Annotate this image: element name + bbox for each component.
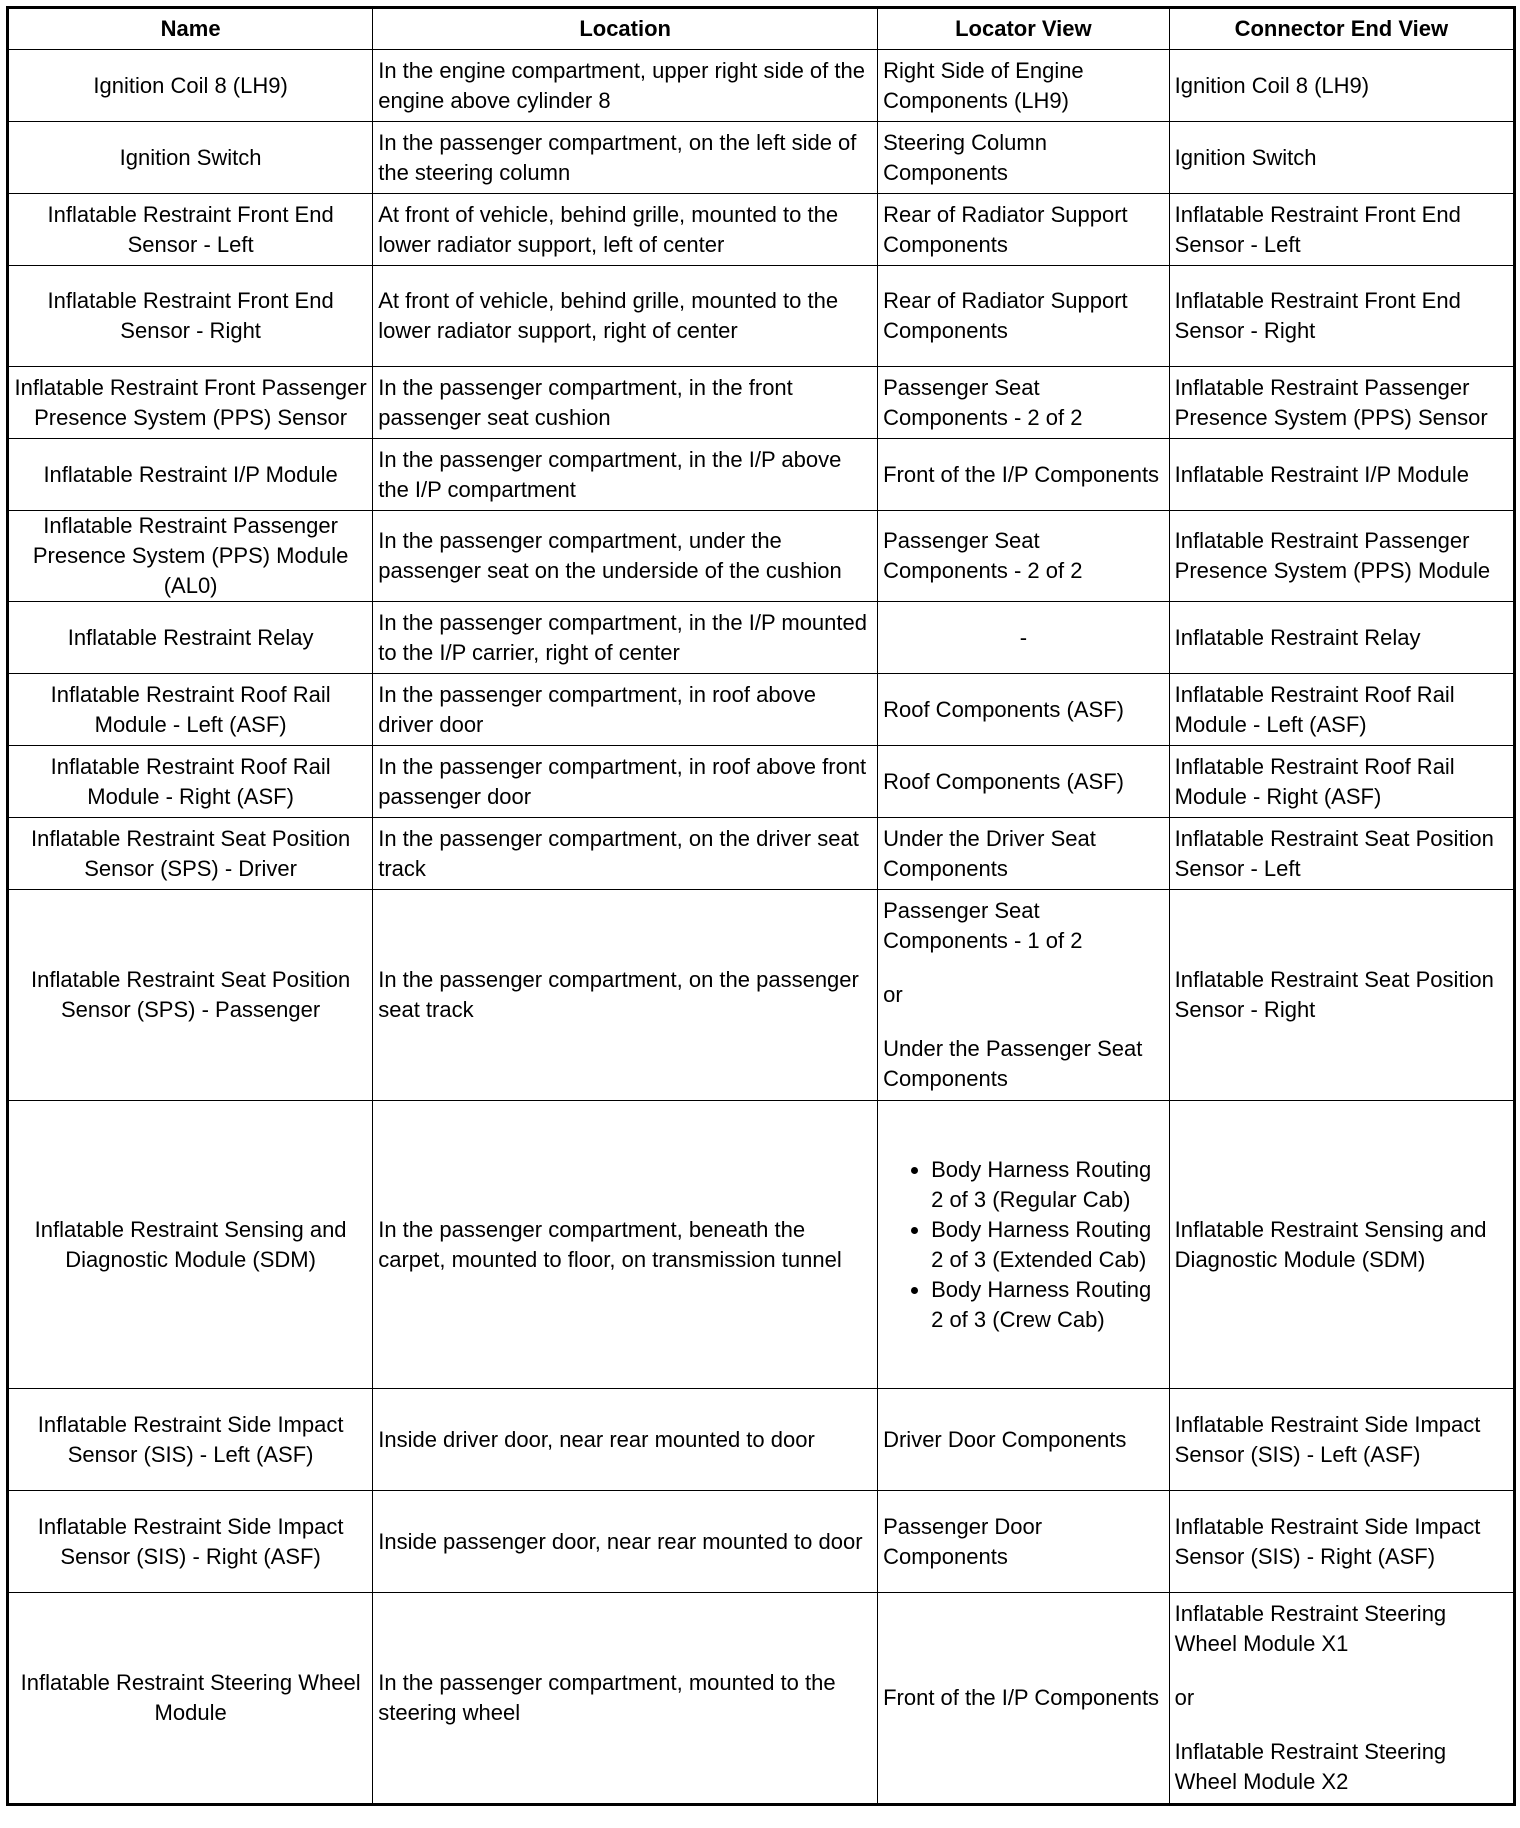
table-row [8, 439, 1515, 511]
connector-cell: Inflatable Restraint Seat Position Sensor - Right [1169, 890, 1514, 1101]
connector-cell: Inflatable Restraint Seat Position Sensor - Left [1169, 818, 1514, 890]
spacer [883, 1010, 1164, 1034]
or-text: or [883, 982, 903, 1007]
name-cell: Inflatable Restraint Seat Position Sensor (SPS) - Driver [8, 818, 373, 890]
name-cell: Inflatable Restraint Roof Rail Module - Right (ASF) [8, 746, 373, 818]
connector-option: Inflatable Restraint Steering Wheel Module X1 [1174, 1601, 1447, 1656]
connector-cell: Ignition Switch [1169, 122, 1514, 194]
table-row [8, 367, 1515, 439]
location-cell: At front of vehicle, behind grille, mounted to the lower radiator support, left of center [373, 194, 878, 266]
name-cell: Inflatable Restraint Front Passenger Presence System (PPS) Sensor [8, 367, 373, 439]
connector-option: Inflatable Restraint Steering Wheel Module X2 [1174, 1739, 1447, 1794]
connector-cell: Inflatable Restraint Passenger Presence System (PPS) Module [1169, 511, 1514, 602]
locator-cell [878, 890, 1170, 1101]
connector-cell: Inflatable Restraint Front End Sensor - Right [1169, 266, 1514, 367]
locator-list [883, 1155, 1164, 1335]
location-cell: In the passenger compartment, in the I/P mounted to the I/P carrier, right of center [373, 602, 878, 674]
table-row [8, 674, 1515, 746]
table-row [8, 818, 1515, 890]
table-row [8, 194, 1515, 266]
name-cell: Inflatable Restraint Seat Position Sensor (SPS) - Passenger [8, 890, 373, 1101]
locator-cell: Passenger Door Components [878, 1491, 1170, 1593]
locator-cell: Passenger Seat Components - 2 of 2 [878, 367, 1170, 439]
table-row [8, 1491, 1515, 1593]
spacer [883, 956, 1164, 980]
location-cell: In the passenger compartment, in the I/P above the I/P compartment [373, 439, 878, 511]
connector-cell: Inflatable Restraint Passenger Presence System (PPS) Sensor [1169, 367, 1514, 439]
name-cell: Inflatable Restraint Front End Sensor - Left [8, 194, 373, 266]
name-cell: Inflatable Restraint Roof Rail Module - Left (ASF) [8, 674, 373, 746]
location-cell: In the passenger compartment, beneath the carpet, mounted to floor, on transmission tunnel [373, 1101, 878, 1389]
connector-cell: Inflatable Restraint I/P Module [1169, 439, 1514, 511]
table-row [8, 1389, 1515, 1491]
table-row [8, 50, 1515, 122]
connector-cell: Inflatable Restraint Roof Rail Module - Left (ASF) [1169, 674, 1514, 746]
header-row [8, 8, 1515, 50]
spacer [1175, 1713, 1508, 1737]
locator-cell: Front of the I/P Components [878, 439, 1170, 511]
table-row [8, 1593, 1515, 1805]
table-row [8, 746, 1515, 818]
connector-cell: Inflatable Restraint Roof Rail Module - Right (ASF) [1169, 746, 1514, 818]
component-locator-table [6, 6, 1516, 1806]
connector-cell: Inflatable Restraint Side Impact Sensor (SIS) - Left (ASF) [1169, 1389, 1514, 1491]
or-text: or [1174, 1685, 1195, 1710]
location-cell: In the engine compartment, upper right side of the engine above cylinder 8 [373, 50, 878, 122]
name-cell: Inflatable Restraint Passenger Presence System (PPS) Module (AL0) [8, 511, 373, 602]
locator-cell: Front of the I/P Components [878, 1593, 1170, 1805]
locator-list-item: • Body Harness Routing 2 of 3 (Extended Cab) [931, 1215, 1164, 1275]
locator-cell: Driver Door Components [878, 1389, 1170, 1491]
connector-cell: Inflatable Restraint Sensing and Diagnostic Module (SDM) [1169, 1101, 1514, 1389]
header-locator-view: Locator View [878, 8, 1170, 50]
locator-cell: Roof Components (ASF) [878, 746, 1170, 818]
location-cell: In the passenger compartment, on the left side of the steering column [373, 122, 878, 194]
name-cell: Inflatable Restraint Sensing and Diagnostic Module (SDM) [8, 1101, 373, 1389]
locator-cell: Passenger Seat Components - 2 of 2 [878, 511, 1170, 602]
locator-cell: Rear of Radiator Support Components [878, 194, 1170, 266]
location-cell: In the passenger compartment, under the passenger seat on the underside of the cushion [373, 511, 878, 602]
header-connector-end-view: Connector End View [1169, 8, 1514, 50]
spacer [1175, 1659, 1508, 1683]
locator-cell: - [878, 602, 1170, 674]
connector-cell: Ignition Coil 8 (LH9) [1169, 50, 1514, 122]
location-cell: In the passenger compartment, mounted to the steering wheel [373, 1593, 878, 1805]
table-row [8, 266, 1515, 367]
name-cell: Ignition Switch [8, 122, 373, 194]
location-cell: In the passenger compartment, in the front passenger seat cushion [373, 367, 878, 439]
location-cell: At front of vehicle, behind grille, mounted to the lower radiator support, right of center [373, 266, 878, 367]
locator-cell: Right Side of Engine Components (LH9) [878, 50, 1170, 122]
name-cell: Inflatable Restraint Side Impact Sensor (SIS) - Left (ASF) [8, 1389, 373, 1491]
table-row [8, 890, 1515, 1101]
locator-cell: Roof Components (ASF) [878, 674, 1170, 746]
location-cell: Inside driver door, near rear mounted to door [373, 1389, 878, 1491]
connector-cell: Inflatable Restraint Front End Sensor - Left [1169, 194, 1514, 266]
locator-option: Passenger Seat Components - 1 of 2 [883, 898, 1083, 953]
name-cell: Inflatable Restraint I/P Module [8, 439, 373, 511]
locator-cell: Under the Driver Seat Components [878, 818, 1170, 890]
name-cell: Inflatable Restraint Side Impact Sensor (SIS) - Right (ASF) [8, 1491, 373, 1593]
locator-option: Under the Passenger Seat Components [883, 1036, 1143, 1091]
location-cell: In the passenger compartment, on the passenger seat track [373, 890, 878, 1101]
table-row [8, 1101, 1515, 1389]
table-row [8, 511, 1515, 602]
header-location: Location [373, 8, 878, 50]
locator-cell: Steering Column Components [878, 122, 1170, 194]
locator-cell [878, 1101, 1170, 1389]
connector-cell: Inflatable Restraint Relay [1169, 602, 1514, 674]
name-cell: Inflatable Restraint Front End Sensor - Right [8, 266, 373, 367]
name-cell: Ignition Coil 8 (LH9) [8, 50, 373, 122]
name-cell: Inflatable Restraint Steering Wheel Module [8, 1593, 373, 1805]
header-name: Name [8, 8, 373, 50]
table-row [8, 602, 1515, 674]
location-cell: In the passenger compartment, in roof above driver door [373, 674, 878, 746]
location-cell: In the passenger compartment, on the driver seat track [373, 818, 878, 890]
locator-list-item: • Body Harness Routing 2 of 3 (Crew Cab) [931, 1275, 1164, 1335]
connector-cell [1169, 1593, 1514, 1805]
connector-cell: Inflatable Restraint Side Impact Sensor (SIS) - Right (ASF) [1169, 1491, 1514, 1593]
locator-cell: Rear of Radiator Support Components [878, 266, 1170, 367]
table-row [8, 122, 1515, 194]
name-cell: Inflatable Restraint Relay [8, 602, 373, 674]
location-cell: In the passenger compartment, in roof above front passenger door [373, 746, 878, 818]
location-cell: Inside passenger door, near rear mounted to door [373, 1491, 878, 1593]
locator-list-item: • Body Harness Routing 2 of 3 (Regular Cab) [931, 1155, 1164, 1215]
